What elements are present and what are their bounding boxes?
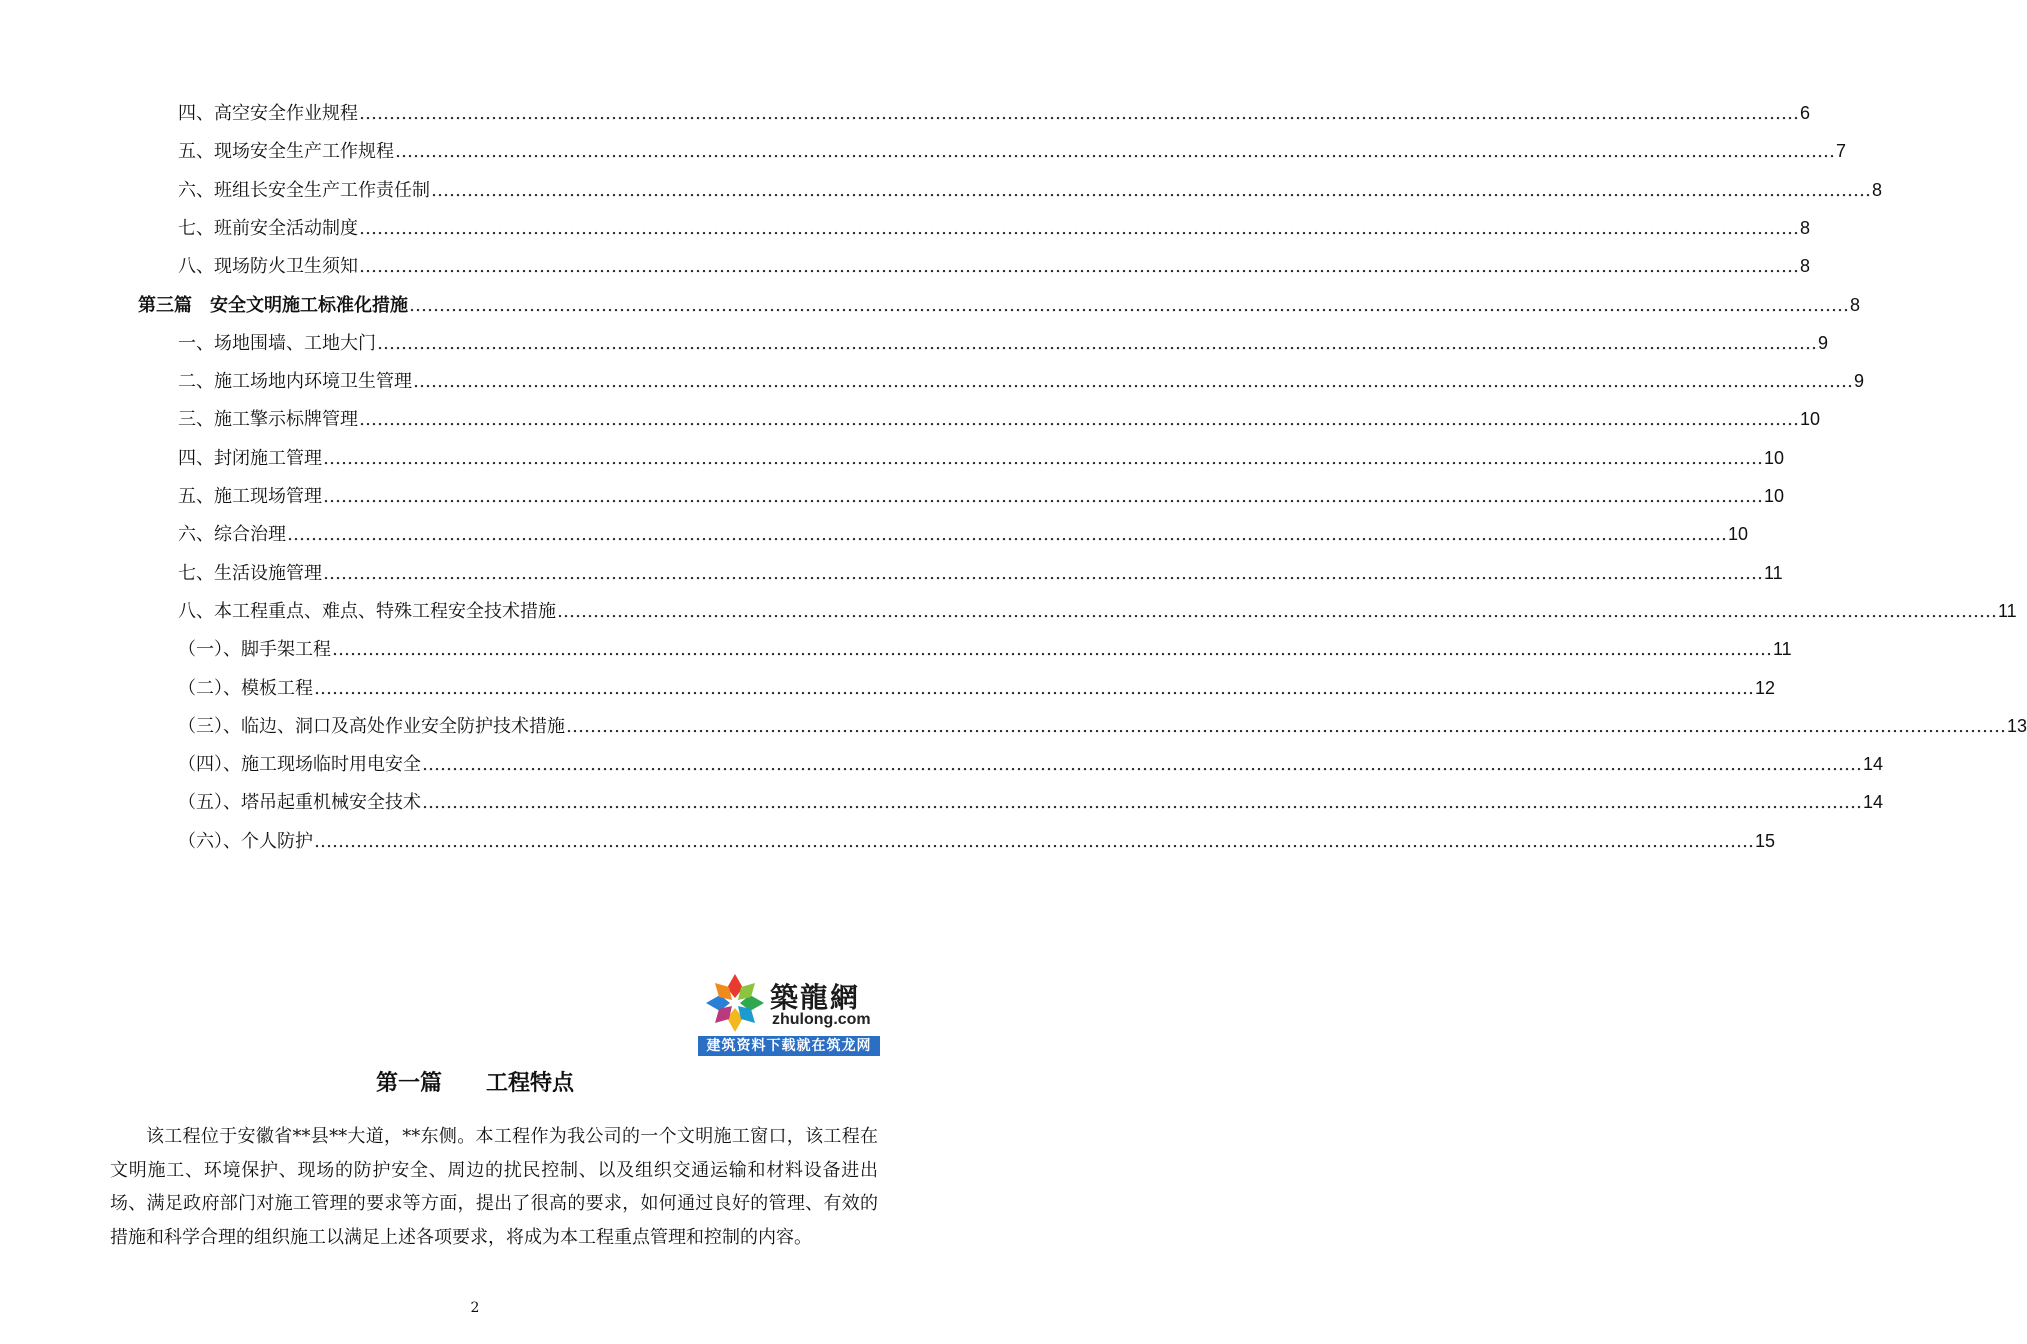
toc-leader-dots: ……………………………………………………………………………………………………………………………………………………………………………………………………………………: [359, 103, 1799, 124]
toc-entry-title: （四）、施工现场临时用电安全: [178, 754, 421, 776]
toc-entry[interactable]: [178, 215, 1811, 241]
body-paragraph: 该工程位于安徽省**县**大道，**东侧。本工程作为我公司的一个文明施工窗口，该工程在文明施工、环境保护、现场的防护安全、周边的扰民控制、以及组织交通运输和材料设备进出场、满足政府部门对施工管理的要求等方面，提出了很高的要求，如何通过良好的管理、有效的措施和科学合理的组织施工以满足上述各项要求，将成为本工程重点管理和控制的内容。: [110, 1126, 878, 1248]
toc-leader-dots: ……………………………………………………………………………………………………………………………………………………………………………………………………………………: [422, 792, 1862, 814]
toc-entry-page: 8: [1800, 256, 1811, 277]
section-heading: 第一篇 工程特点: [375, 1071, 574, 1096]
page-number: 2: [470, 1300, 480, 1316]
toc-entry[interactable]: [178, 675, 1776, 701]
toc-entry[interactable]: [178, 828, 1776, 854]
toc-entry[interactable]: [138, 292, 1861, 318]
toc-entry-title: 八、现场防火卫生须知: [178, 256, 358, 278]
toc-leader-dots: ……………………………………………………………………………………………………………………………………………………………………………………………………………………: [409, 294, 1849, 316]
toc-entry[interactable]: [178, 598, 2017, 624]
toc-entry[interactable]: [178, 177, 1883, 203]
toc-entry-page: 10: [1728, 524, 1749, 545]
toc-entry-title: 六、班组长安全生产工作责任制: [178, 179, 430, 201]
toc-leader-dots: ……………………………………………………………………………………………………………………………………………………………………………………………………………………: [431, 179, 1871, 201]
toc-entry-page: 14: [1863, 754, 1884, 775]
toc-entry[interactable]: [178, 483, 1785, 509]
pinwheel-icon: [702, 970, 768, 1036]
toc-entry-title: 六、综合治理: [178, 524, 286, 546]
toc-entry-page: 8: [1850, 294, 1861, 315]
toc-entry-title: 五、施工现场管理: [178, 486, 322, 507]
toc-leader-dots: ……………………………………………………………………………………………………………………………………………………………………………………………………………………: [359, 409, 1799, 431]
toc-leader-dots: ……………………………………………………………………………………………………………………………………………………………………………………………………………………: [359, 256, 1799, 278]
toc-entry[interactable]: [178, 406, 1821, 432]
toc-leader-dots: ……………………………………………………………………………………………………………………………………………………………………………………………………………………: [395, 141, 1835, 163]
toc-leader-dots: ……………………………………………………………………………………………………………………………………………………………………………………………………………………: [413, 371, 1853, 393]
toc-entry-title: 二、施工场地内环境卫生管理: [178, 371, 412, 393]
toc-entry-page: 13: [2007, 715, 2027, 736]
toc-entry[interactable]: [178, 138, 1847, 164]
toc-leader-dots: ……………………………………………………………………………………………………………………………………………………………………………………………………………………: [557, 600, 1997, 622]
toc-leader-dots: ……………………………………………………………………………………………………………………………………………………………………………………………………………………: [287, 524, 1727, 546]
toc-entry[interactable]: [178, 560, 1783, 586]
logo-name-en: zhulong.com: [772, 1011, 871, 1028]
toc-entry-page: 11: [1764, 562, 1783, 583]
toc-entry-page: 8: [1800, 217, 1811, 238]
toc-entry-title: （五）、塔吊起重机械安全技术: [178, 792, 421, 814]
toc-entry-title: 一、场地围墙、工地大门: [178, 332, 376, 354]
toc-entry[interactable]: [178, 100, 1811, 126]
toc-entry-title: 四、封闭施工管理: [178, 447, 322, 469]
toc-entry-title: （二）、模板工程: [178, 677, 313, 699]
toc-entry-title: （三）、临边、洞口及高处作业安全防护技术措施: [178, 715, 565, 737]
toc-entry[interactable]: [178, 445, 1785, 471]
toc-entry-title: （六）、个人防护: [178, 830, 313, 852]
toc-entry[interactable]: [178, 521, 1749, 547]
toc-entry-title: 七、生活设施管理: [178, 562, 322, 584]
toc-entry-page: 10: [1764, 447, 1785, 468]
toc-entry-title: 第三篇 安全文明施工标准化措施: [138, 294, 408, 316]
toc-entry-page: 11: [1773, 639, 1792, 660]
toc-leader-dots: ……………………………………………………………………………………………………………………………………………………………………………………………………………………: [377, 332, 1817, 354]
toc-entry-page: 11: [1998, 600, 2017, 621]
toc-entry[interactable]: [178, 713, 2027, 739]
toc-leader-dots: ……………………………………………………………………………………………………………………………………………………………………………………………………………………: [566, 715, 2006, 737]
toc-entry-page: 6: [1800, 103, 1811, 123]
zhulong-logo: [698, 970, 880, 1056]
toc-entry-page: 7: [1836, 141, 1847, 162]
toc-entry[interactable]: [178, 253, 1811, 279]
logo-name-cn: 築龍網: [770, 981, 861, 1014]
toc-entry[interactable]: [178, 368, 1865, 394]
toc-entry[interactable]: [178, 330, 1829, 356]
toc-entry-title: 五、现场安全生产工作规程: [178, 141, 394, 163]
toc-leader-dots: ……………………………………………………………………………………………………………………………………………………………………………………………………………………: [314, 830, 1754, 852]
toc-entry-page: 14: [1863, 792, 1884, 813]
toc-entry[interactable]: [178, 636, 1792, 662]
toc-entry-page: 15: [1755, 830, 1776, 851]
toc-entry-title: 七、班前安全活动制度: [178, 217, 358, 239]
toc-leader-dots: ……………………………………………………………………………………………………………………………………………………………………………………………………………………: [422, 754, 1862, 776]
toc-entry-page: 10: [1764, 486, 1785, 506]
toc-entry-title: 三、施工擎示标牌管理: [178, 409, 358, 431]
toc-leader-dots: ……………………………………………………………………………………………………………………………………………………………………………………………………………………: [332, 639, 1772, 661]
toc-entry-title: 八、本工程重点、难点、特殊工程安全技术措施: [178, 600, 556, 622]
toc-entry-page: 10: [1800, 409, 1821, 430]
toc-entry-title: （一）、脚手架工程: [178, 639, 331, 661]
toc-leader-dots: ……………………………………………………………………………………………………………………………………………………………………………………………………………………: [323, 486, 1763, 507]
toc-leader-dots: ……………………………………………………………………………………………………………………………………………………………………………………………………………………: [323, 562, 1763, 584]
toc-entry-page: 9: [1854, 371, 1865, 392]
toc-leader-dots: ……………………………………………………………………………………………………………………………………………………………………………………………………………………: [323, 447, 1763, 469]
toc-entry[interactable]: [178, 751, 1884, 777]
logo-top: [698, 970, 880, 1036]
toc-entry[interactable]: [178, 789, 1884, 815]
toc-entry-page: 12: [1755, 677, 1776, 698]
logo-slogan: 建筑资料下载就在筑龙网: [698, 1036, 880, 1056]
toc-leader-dots: ……………………………………………………………………………………………………………………………………………………………………………………………………………………: [359, 217, 1799, 239]
toc-entry-page: 9: [1818, 332, 1829, 353]
toc-entry-page: 8: [1872, 179, 1883, 200]
toc-leader-dots: ……………………………………………………………………………………………………………………………………………………………………………………………………………………: [314, 677, 1754, 699]
toc-entry-title: 四、高空安全作业规程: [178, 103, 358, 124]
